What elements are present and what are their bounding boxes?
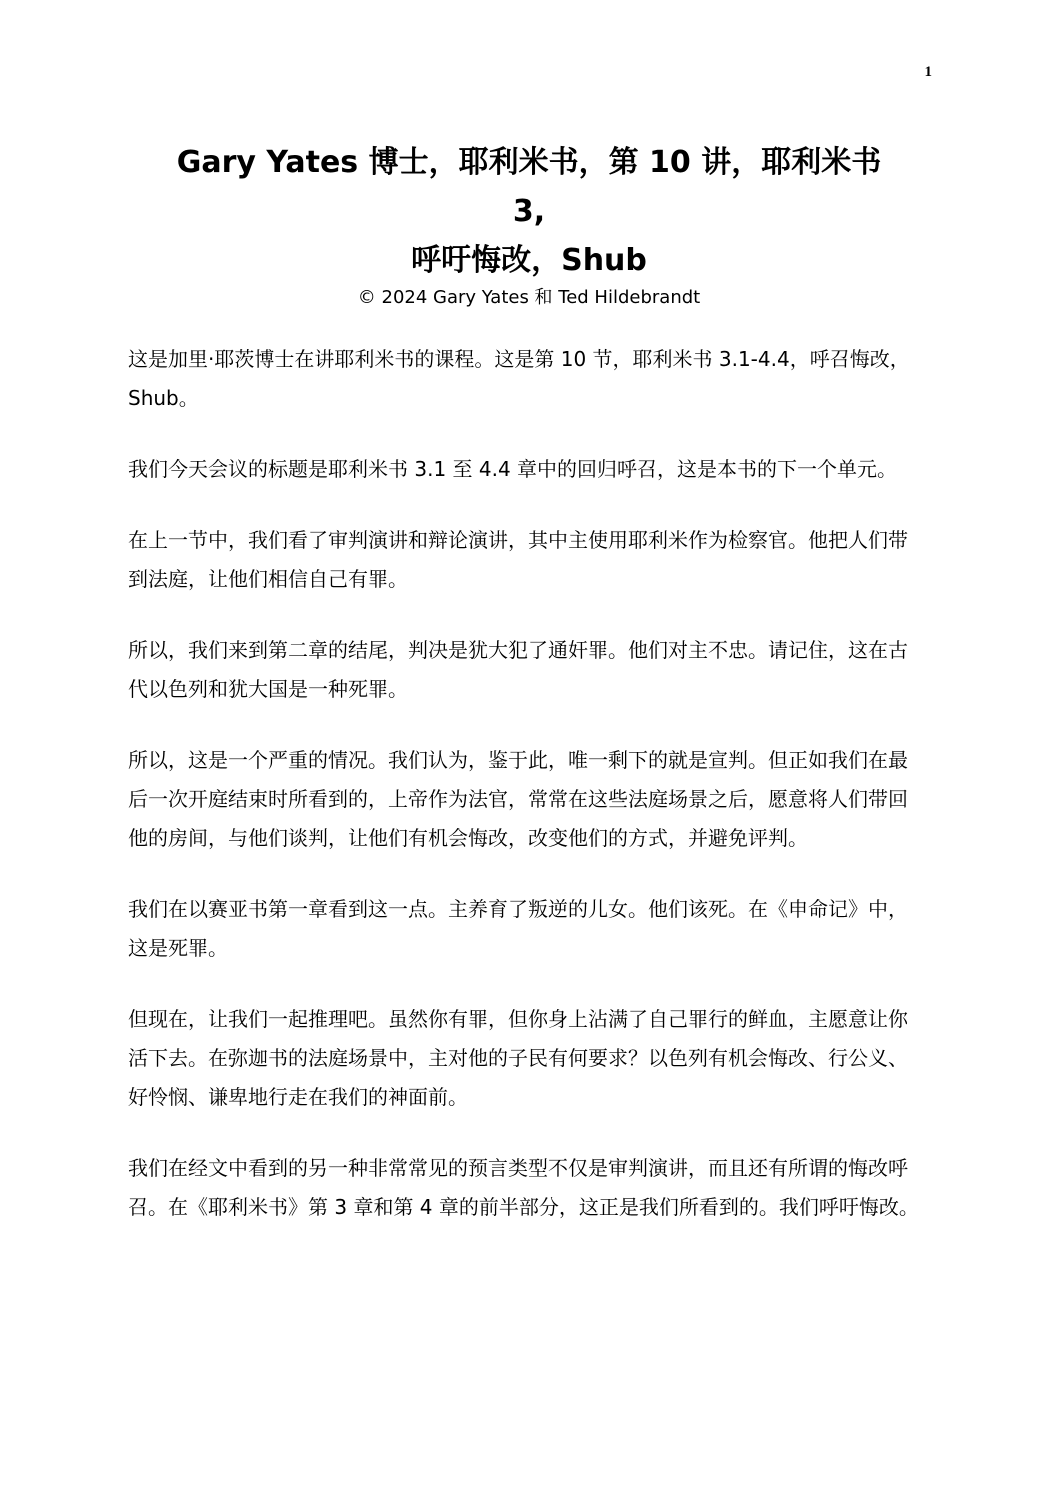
- paragraph: 我们在经文中看到的另一种非常常见的预言类型不仅是审判演讲，而且还有所谓的悔改呼召。在《耶利米书》第 3 章和第 4 章的前半部分，这正是我们所看到的。我们呼吁悔改。: [128, 1156, 919, 1219]
- paragraph: 所以，这是一个严重的情况。我们认为，鉴于此，唯一剩下的就是宣判。但正如我们在最后一次开庭结束时所看到的，上帝作为法官，常常在这些法庭场景之后，愿意将人们带回他的房间，与他们谈判，让他们有机会悔改，改变他们的方式，并避免评判。: [128, 748, 908, 850]
- paragraph: 我们今天会议的标题是耶利米书 3.1 至 4.4 章中的回归呼召，这是本书的下一个单元。: [128, 457, 898, 481]
- document-body: [128, 340, 924, 1259]
- paragraph: 我们在以赛亚书第一章看到这一点。主养育了叛逆的儿女。他们该死。在《申命记》中，这是死罪。: [128, 897, 908, 960]
- paragraph: 在上一节中，我们看了审判演讲和辩论演讲，其中主使用耶利米作为检察官。他把人们带到法庭，让他们相信自己有罪。: [128, 528, 908, 591]
- document-header: [128, 138, 930, 311]
- document-title-line-1: Gary Yates 博士，耶利米书，第 10 讲，耶利米书: [176, 145, 882, 180]
- document-title-line-2: 3,: [512, 194, 546, 229]
- document-title-line-3: 呼吁悔改，Shub: [411, 243, 647, 278]
- copyright-notice: © 2024 Gary Yates 和 Ted Hildebrandt: [357, 287, 701, 308]
- paragraph: 这是加里·耶茨博士在讲耶利米书的课程。这是第 10 节，耶利米书 3.1-4.4，呼召悔改，Shub。: [128, 347, 910, 410]
- paragraph: 但现在，让我们一起推理吧。虽然你有罪，但你身上沾满了自己罪行的鲜血，主愿意让你活下去。在弥迦书的法庭场景中，主对他的子民有何要求？以色列有机会悔改、行公义、好怜悯、谦卑地行走在我们的神面前。: [128, 1007, 908, 1109]
- page-number: 1: [924, 64, 932, 80]
- paragraph: 所以，我们来到第二章的结尾，判决是犹大犯了通奸罪。他们对主不忠。请记住，这在古代以色列和犹大国是一种死罪。: [128, 638, 908, 701]
